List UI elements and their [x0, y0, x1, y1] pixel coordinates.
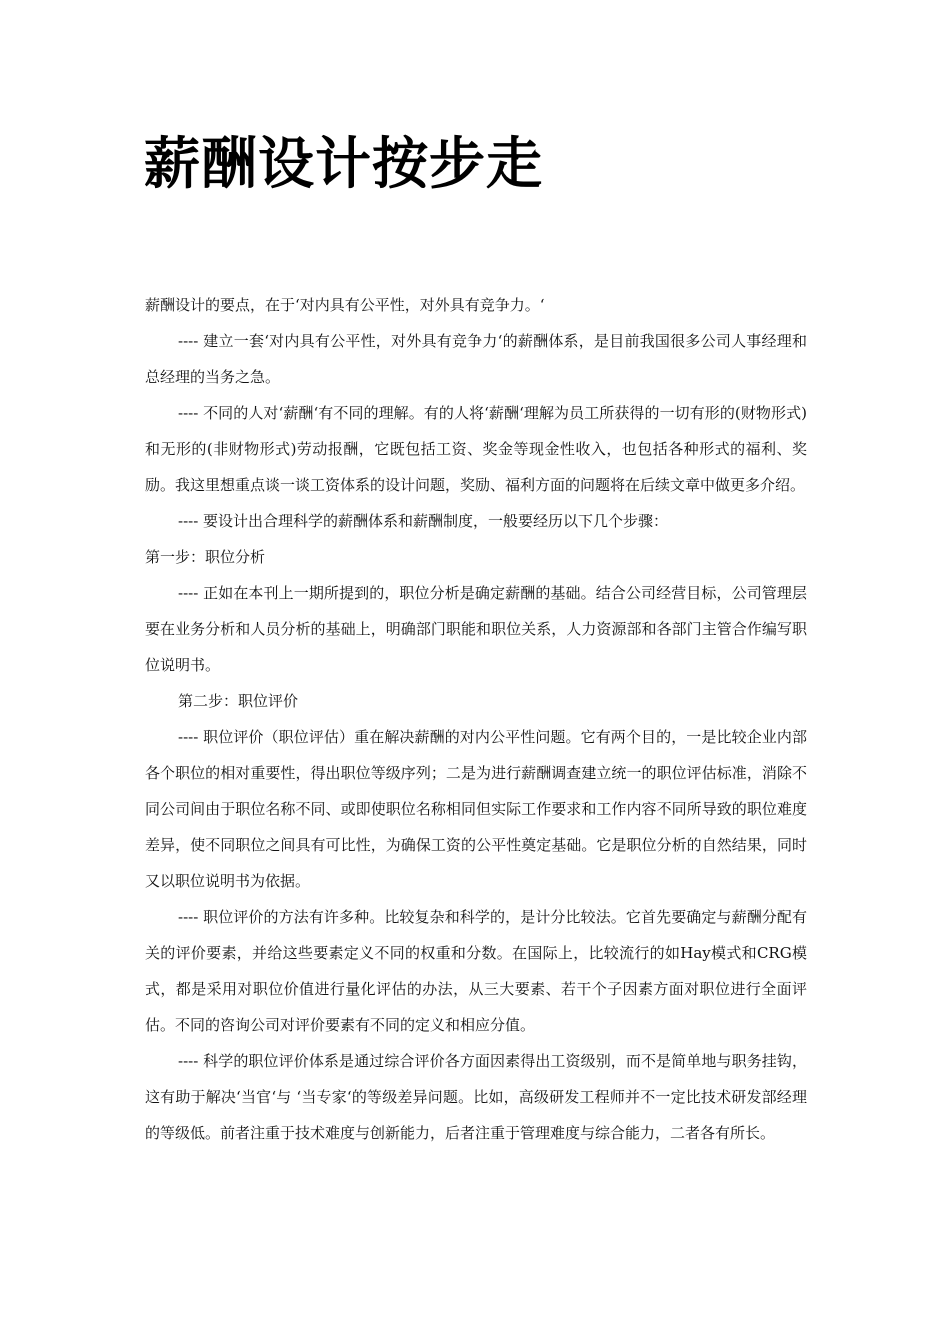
document-body	[145, 287, 807, 1151]
paragraph: ---- 职位评价（职位评估）重在解决薪酬的对内公平性问题。它有两个目的，一是比较企业内部各个职位的相对重要性，得出职位等级序列；二是为进行薪酬调查建立统一的职位评估标准，消除不同公司间由于职位名称不同、或即使职位名称相同但实际工作要求和工作内容不同所导致的职位难度差异，使不同职位之间具有可比性，为确保工资的公平性奠定基础。它是职位分析的自然结果，同时又以职位说明书为依据。	[145, 728, 807, 890]
step-heading-2: 第二步：职位评价	[178, 692, 299, 710]
paragraph: ---- 职位评价的方法有许多种。比较复杂和科学的，是计分比较法。它首先要确定与薪酬分配有关的评价要素，并给这些要素定义不同的权重和分数。在国际上，比较流行的如Hay模式和CRG模式，都是采用对职位价值进行量化评估的办法，从三大要素、若干个子因素方面对职位进行全面评估。不同的咨询公司对评价要素有不同的定义和相应分值。	[145, 908, 807, 1034]
paragraph: ---- 建立一套‘对内具有公平性，对外具有竞争力‘的薪酬体系，是目前我国很多公司人事经理和总经理的当务之急。	[145, 332, 807, 386]
paragraph: ---- 不同的人对‘薪酬‘有不同的理解。有的人将‘薪酬‘理解为员工所获得的一切有形的(财物形式)和无形的(非财物形式)劳动报酬，它既包括工资、奖金等现金性收入，也包括各种形式的福利、奖励。我这里想重点谈一谈工资体系的设计问题，奖励、福利方面的问题将在后续文章中做更多介绍。	[145, 404, 807, 494]
paragraph-intro: 薪酬设计的要点，在于‘对内具有公平性，对外具有竞争力。‘	[145, 296, 545, 314]
step-heading-1: 第一步：职位分析	[145, 548, 266, 566]
paragraph: ---- 科学的职位评价体系是通过综合评价各方面因素得出工资级别，而不是简单地与职务挂钩，这有助于解决‘当官‘与 ‘当专家‘的等级差异问题。比如，高级研发工程师并不一定比技术研发部经理的等级低。前者注重于技术难度与创新能力，后者注重于管理难度与综合能力，二者各有所长。	[145, 1052, 807, 1142]
paragraph: ---- 正如在本刊上一期所提到的，职位分析是确定薪酬的基础。结合公司经营目标，公司管理层要在业务分析和人员分析的基础上，明确部门职能和职位关系，人力资源部和各部门主管合作编写职位说明书。	[145, 584, 807, 674]
document-title: 薪酬设计按步走	[144, 131, 543, 197]
paragraph: ---- 要设计出合理科学的薪酬体系和薪酬制度，一般要经历以下几个步骤：	[178, 512, 669, 530]
